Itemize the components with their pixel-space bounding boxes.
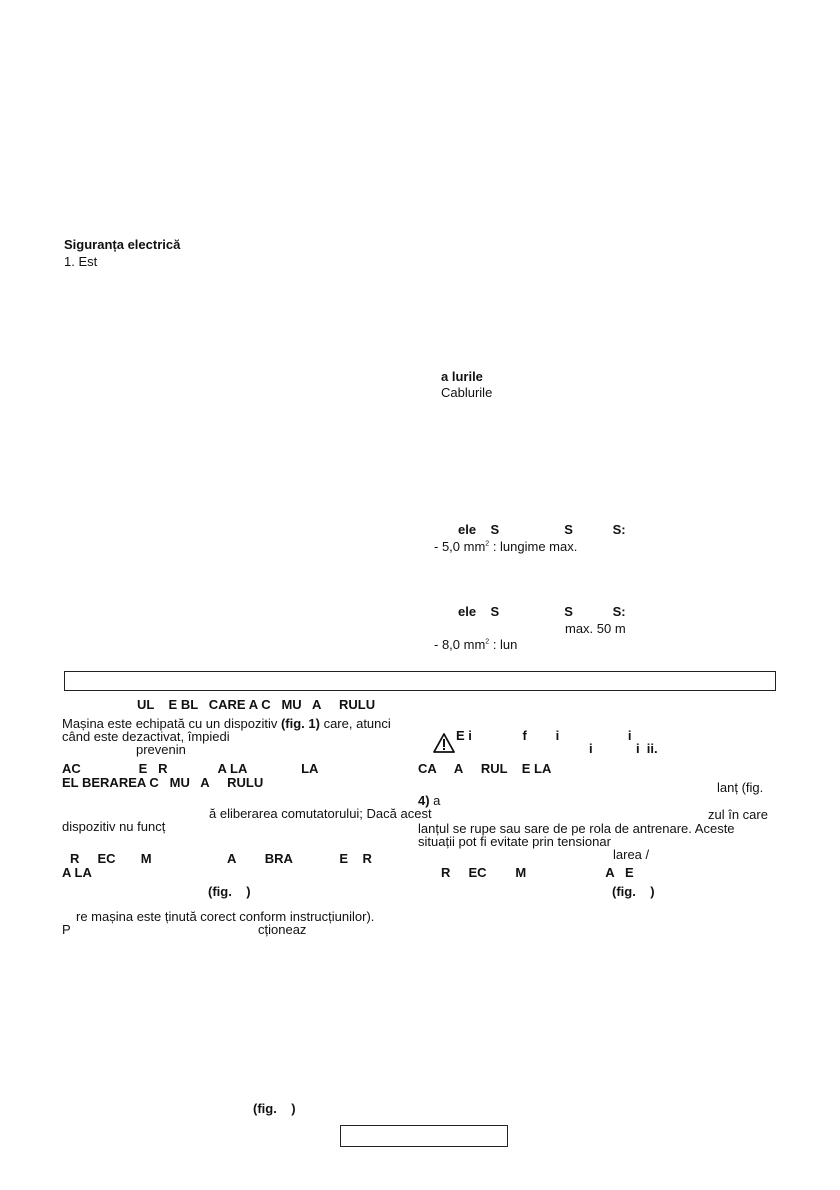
- figure-reference: (fig. ): [612, 884, 655, 899]
- section-title-box: [64, 671, 776, 691]
- paragraph-3-line-1: re mașina este ținută corect conform instrucțiunilor).: [76, 909, 375, 924]
- caps-warning-2-line-2: A LA: [62, 865, 92, 880]
- chain-figure-ref: lanț (fig.: [717, 780, 764, 795]
- chain-line-6: larea /: [613, 847, 650, 862]
- paragraph-3-line-2b: cționeaz: [258, 922, 307, 937]
- warning-triangle-icon: [433, 733, 455, 753]
- paragraph-1-line-1: Mașina este echipată cu un dispozitiv (fig. 1) care, atunci: [62, 716, 391, 731]
- caps-warning-1-line-2: EL BERAREA C MU A RULU: [62, 775, 264, 790]
- caps-warning-1-line-1: AC E R A LA LA: [62, 761, 319, 776]
- cables-heading: a lurile: [441, 369, 483, 384]
- cable-spec-2-heading: ele S S S:: [458, 604, 626, 619]
- chain-line-4: lanțul se rupe sau sare de pe rola de antrenare. Aceste: [418, 821, 735, 836]
- chain-line-3: zul în care: [708, 807, 768, 822]
- safety-item-1: 1. Est: [64, 254, 98, 269]
- cable-spec-2-item: - 8,0 $mm^2$ : lun: [434, 637, 518, 652]
- paragraph-1-line-3: prevenin: [136, 742, 186, 757]
- section-title: UL E BL CARE A C MU A RULU: [137, 697, 376, 712]
- warning-line-2: i i ii.: [589, 741, 658, 756]
- figure-reference: (fig. ): [208, 884, 251, 899]
- cable-spec-1-item: - 5,0 $mm^2$ : lungime max.: [434, 539, 578, 554]
- warning-line-1: E i f i i: [456, 728, 632, 743]
- page-number-box: [340, 1125, 508, 1147]
- cable-spec-1-heading: ele S S S:: [458, 522, 626, 537]
- paragraph-2-line-2: dispozitiv nu funcț: [62, 819, 166, 834]
- chain-line-2: 4) a: [418, 793, 441, 808]
- paragraph-1-line-2: când este dezactivat, împiedi: [62, 729, 230, 744]
- caps-warning-3: CA A RUL E LA: [418, 761, 552, 776]
- electrical-safety-heading: Siguranța electrică: [64, 237, 181, 252]
- cables-text: Cablurile: [441, 385, 493, 400]
- paragraph-3-line-2a: P: [62, 922, 71, 937]
- figure-reference: (fig. ): [253, 1101, 296, 1116]
- caps-warning-2-line-1: R EC M A BRA E R: [70, 851, 372, 866]
- caps-warning-4: R EC M A E: [441, 865, 634, 880]
- chain-line-5: situații pot fi evitate prin tensionar: [418, 834, 611, 849]
- paragraph-2-line-1: ă eliberarea comutatorului; Dacă acest: [209, 806, 432, 821]
- cable-spec-2-text: max. 50 m: [565, 621, 626, 636]
